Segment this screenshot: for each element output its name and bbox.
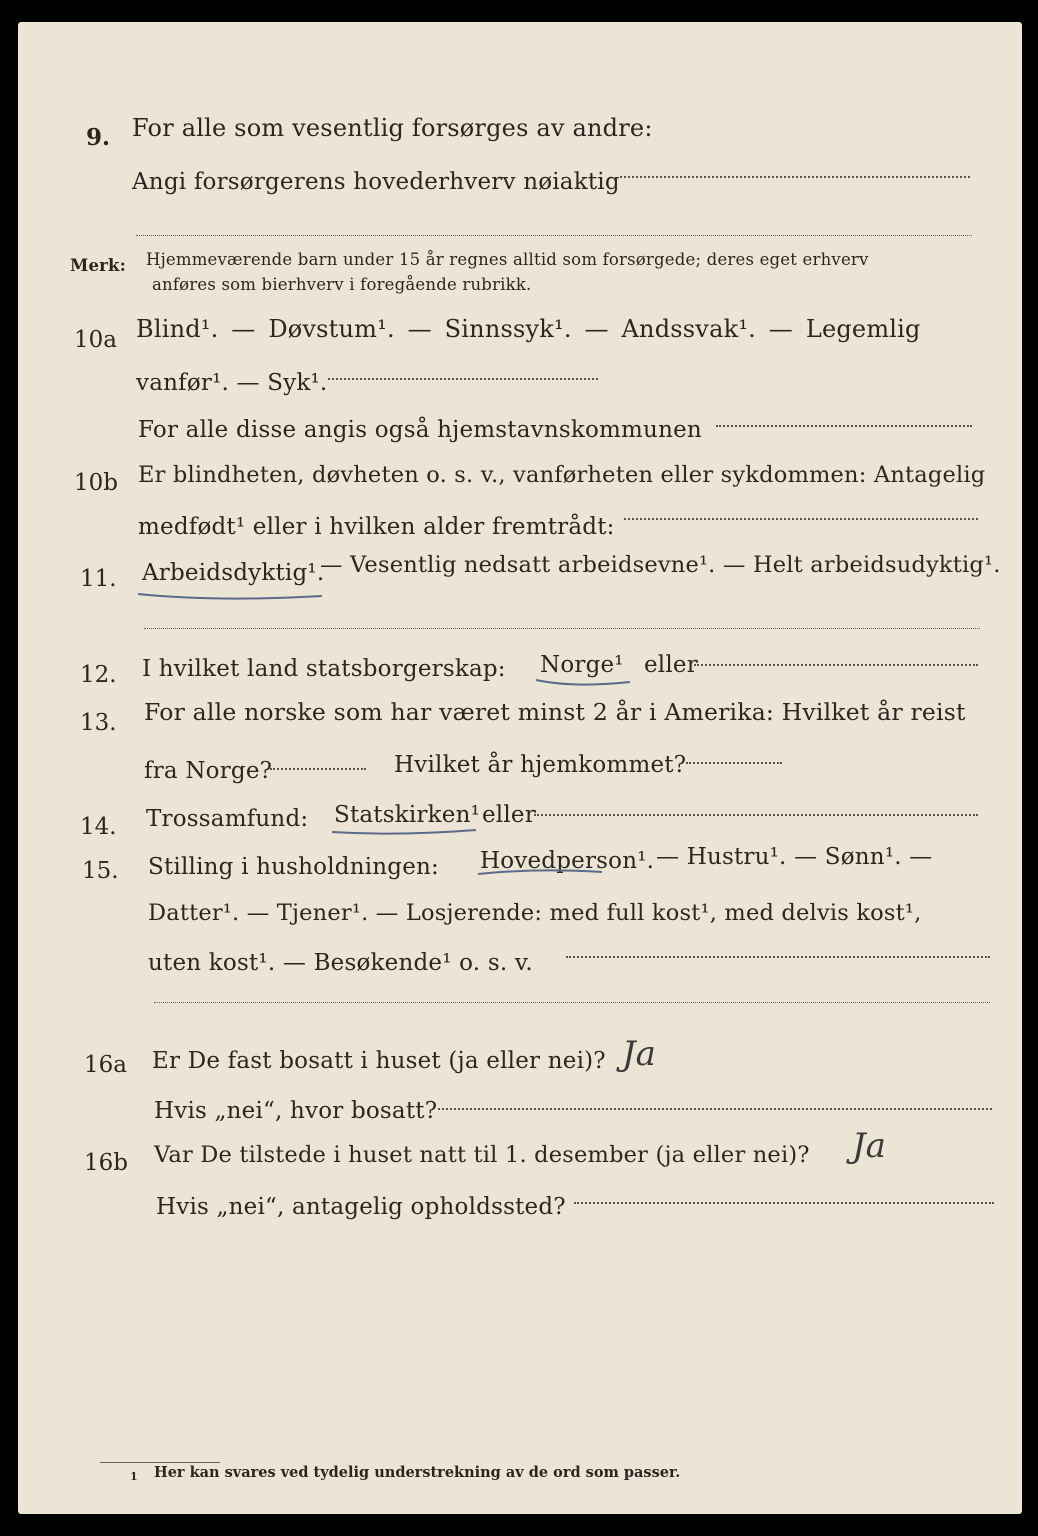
merk-label: Merk:: [70, 256, 126, 275]
q13-line2b: Hvilket år hjemkommet?: [394, 752, 687, 778]
q10a-answer-line-2[interactable]: [716, 425, 972, 427]
q16a-line2: Hvis „nei“, hvor bosatt?: [154, 1098, 438, 1124]
q12-option-norge[interactable]: Norge¹: [540, 652, 624, 678]
q14-option-statskirken[interactable]: Statskirken¹: [334, 802, 481, 828]
q15-post: — Hustru¹. — Sønn¹. —: [656, 844, 933, 870]
q13-line2a: fra Norge?: [144, 758, 273, 784]
q16a-line1: Er De fast bosatt i huset (ja eller nei)?: [152, 1048, 606, 1074]
q11-underline-mark: [136, 588, 326, 604]
q10b-line2: medfødt¹ eller i hvilken alder fremtrådt:: [138, 514, 615, 540]
q16a-answer-line[interactable]: [438, 1108, 992, 1110]
q15-line2: Datter¹. — Tjener¹. — Losjerende: med full kost¹, med delvis kost¹,: [148, 900, 922, 926]
q16b-handwritten-answer[interactable]: Ja: [852, 1126, 886, 1166]
q15-answer-line[interactable]: [566, 956, 990, 958]
q10b-answer-line[interactable]: [624, 518, 978, 520]
q12-number: 12.: [80, 662, 117, 688]
q16b-line1: Var De tilstede i huset natt til 1. desember (ja eller nei)?: [154, 1142, 810, 1168]
q14-answer-line[interactable]: [534, 814, 978, 816]
q9-number: 9.: [86, 124, 111, 151]
footnote-text: Her kan svares ved tydelig understrekning av de ord som passer.: [154, 1464, 681, 1481]
q12-pre: I hvilket land statsborgerskap:: [142, 656, 506, 682]
merk-line1: Hjemmeværende barn under 15 år regnes alltid som forsørgede; deres eget erhverv: [146, 250, 869, 269]
q16b-line2: Hvis „nei“, antagelig opholdssted?: [156, 1194, 566, 1220]
q10a-line3: For alle disse angis også hjemstavnskommunen: [138, 417, 702, 443]
q15-answer-line-2[interactable]: [154, 1002, 990, 1003]
q12-answer-line[interactable]: [694, 664, 978, 666]
q15-number: 15.: [82, 858, 119, 884]
q11-answer-line[interactable]: [144, 628, 980, 629]
q10a-number: 10a: [74, 327, 117, 353]
q9-line2: Angi forsørgerens hovederhverv nøiaktig: [132, 169, 620, 195]
q11-rest: — Vesentlig nedsatt arbeidsevne¹. — Helt arbeidsudyktig¹.: [320, 552, 1001, 578]
q16b-number: 16b: [84, 1150, 128, 1176]
q16b-answer-line[interactable]: [574, 1202, 994, 1204]
q10b-line1: Er blindheten, døvheten o. s. v., vanførheten eller sykdommen: Antagelig: [138, 462, 986, 488]
q10b-number: 10b: [74, 470, 118, 496]
q15-option-hovedperson[interactable]: Hovedperson¹.: [480, 848, 655, 874]
q15-pre: Stilling i husholdningen:: [148, 854, 439, 880]
q14-pre: Trossamfund:: [146, 806, 309, 832]
q11-option-arbeidsdyktig[interactable]: Arbeidsdyktig¹.: [142, 560, 325, 586]
merk-line2: anføres som bierhverv i foregående rubrikk.: [152, 275, 532, 294]
q11-number: 11.: [80, 566, 117, 592]
q9-answer-line-2[interactable]: [136, 235, 972, 236]
q10a-line1: Blind¹. — Døvstum¹. — Sinnssyk¹. — Andssvak¹. — Legemlig: [136, 315, 921, 343]
q14-post: eller: [482, 802, 536, 828]
q15-line3: uten kost¹. — Besøkende¹ o. s. v.: [148, 950, 533, 976]
q9-line1: For alle som vesentlig forsørges av andre:: [132, 114, 653, 142]
q12-underline-mark: [534, 676, 634, 690]
q9-answer-line[interactable]: [620, 176, 970, 178]
q14-number: 14.: [80, 814, 117, 840]
footnote-divider: [100, 1462, 220, 1463]
q10a-answer-line[interactable]: [328, 378, 598, 380]
q16a-number: 16a: [84, 1052, 127, 1078]
q13-year-returned-line[interactable]: [686, 762, 782, 764]
q13-year-left-line[interactable]: [270, 768, 366, 770]
q12-post: eller: [644, 652, 698, 678]
q10a-line2: vanfør¹. — Syk¹.: [136, 370, 328, 396]
footnote-mark: 1: [130, 1470, 138, 1483]
q13-number: 13.: [80, 710, 117, 736]
census-form-page: [18, 22, 1022, 1514]
q13-line1: For alle norske som har været minst 2 år i Amerika: Hvilket år reist: [144, 698, 966, 726]
q16a-handwritten-answer[interactable]: Ja: [622, 1034, 656, 1074]
q15-underline-mark: [476, 866, 606, 880]
q14-underline-mark: [330, 826, 480, 838]
